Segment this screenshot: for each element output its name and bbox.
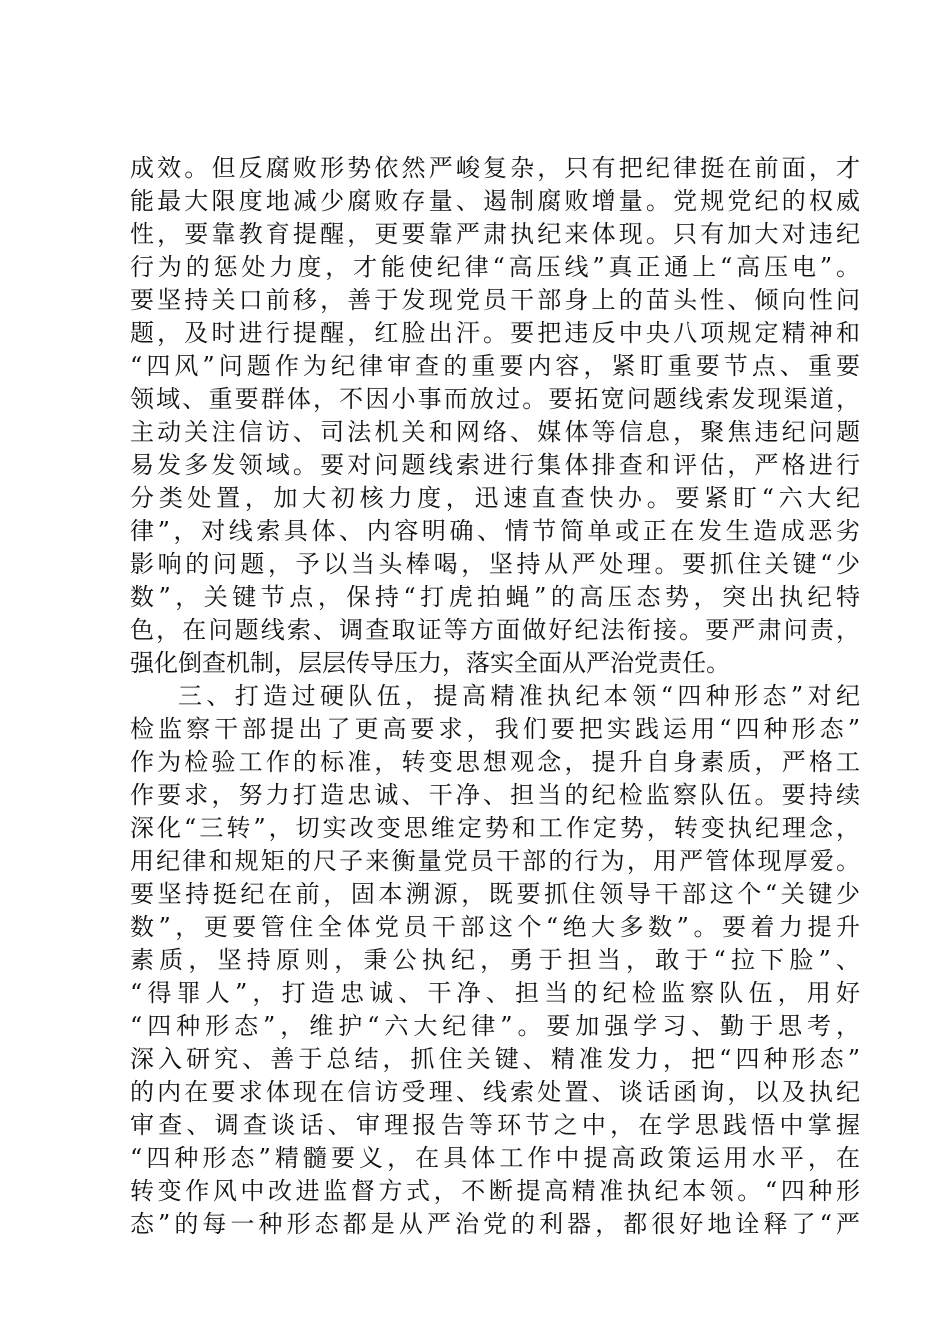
text-line: “四种形态”精髓要义，在具体工作中提高政策运用水平，在 — [130, 1144, 860, 1172]
text-line: 领域、重要群体，不因小事而放过。要拓宽问题线索发现渠道， — [130, 385, 860, 413]
text-line: 成效。但反腐败形势依然严峻复杂，只有把纪律挺在前面，才 — [130, 154, 860, 182]
text-line: 的内在要求体现在信访受理、线索处置、谈话函询，以及执纪 — [130, 1078, 860, 1106]
text-line: 易发多发领域。要对问题线索进行集体排查和评估，严格进行 — [130, 451, 860, 479]
paragraph-end-line: 强化倒查机制，层层传导压力，落实全面从严治党责任。 — [130, 649, 730, 677]
text-line: 作为检验工作的标准，转变思想观念，提升自身素质，严格工 — [130, 748, 860, 776]
text-line: 影响的问题，予以当头棒喝，坚持从严处理。要抓住关键“少 — [130, 550, 860, 578]
text-line: 分类处置，加大初核力度，迅速直查快办。要紧盯“六大纪 — [130, 484, 860, 512]
text-line: 要坚持挺纪在前，固本溯源，既要抓住领导干部这个“关键少 — [130, 880, 860, 908]
text-line: 数”，更要管住全体党员干部这个“绝大多数”。要着力提升 — [130, 913, 860, 941]
text-line: 要坚持关口前移，善于发现党员干部身上的苗头性、倾向性问 — [130, 286, 860, 314]
text-line: 作要求，努力打造忠诚、干净、担当的纪检监察队伍。要持续 — [130, 781, 860, 809]
text-line: 律”，对线索具体、内容明确、情节简单或正在发生造成恶劣 — [130, 517, 860, 545]
text-line: 素质，坚持原则，秉公执纪，勇于担当，敢于“拉下脸”、 — [130, 946, 860, 974]
text-line: 深化“三转”，切实改变思维定势和工作定势，转变执纪理念， — [130, 814, 860, 842]
text-line: 检监察干部提出了更高要求，我们要把实践运用“四种形态” — [130, 715, 860, 743]
text-line: 性，要靠教育提醒，更要靠严肃执纪来体现。只有加大对违纪 — [130, 220, 860, 248]
text-line: 审查、调查谈话、审理报告等环节之中，在学思践悟中掌握 — [130, 1111, 860, 1139]
text-line: 用纪律和规矩的尺子来衡量党员干部的行为，用严管体现厚爱。 — [130, 847, 860, 875]
text-line: 行为的惩处力度，才能使纪律“高压线”真正通上“高压电”。 — [130, 253, 860, 281]
body-text — [130, 152, 860, 1241]
text-line: 态”的每一种形态都是从严治党的利器，都很好地诠释了“严 — [130, 1210, 860, 1238]
text-line: 题，及时进行提醒，红脸出汗。要把违反中央八项规定精神和 — [130, 319, 860, 347]
text-line: 数”，关键节点，保持“打虎拍蝇”的高压态势，突出执纪特 — [130, 583, 860, 611]
section-heading-line: 三、打造过硬队伍，提高精准执纪本领“四种形态”对纪 — [178, 682, 860, 710]
text-line: 色，在问题线索、调查取证等方面做好纪法衔接。要严肃问责， — [130, 616, 860, 644]
text-line: “四种形态”，维护“六大纪律”。要加强学习、勤于思考， — [130, 1012, 860, 1040]
text-line: 深入研究、善于总结，抓住关键、精准发力，把“四种形态” — [130, 1045, 860, 1073]
text-line: 主动关注信访、司法机关和网络、媒体等信息，聚焦违纪问题 — [130, 418, 860, 446]
text-line: 转变作风中改进监督方式，不断提高精准执纪本领。“四种形 — [130, 1177, 860, 1205]
text-line: “得罪人”，打造忠诚、干净、担当的纪检监察队伍，用好 — [130, 979, 860, 1007]
text-line: 能最大限度地减少腐败存量、遏制腐败增量。党规党纪的权威 — [130, 187, 860, 215]
text-line: “四风”问题作为纪律审查的重要内容，紧盯重要节点、重要 — [130, 352, 860, 380]
